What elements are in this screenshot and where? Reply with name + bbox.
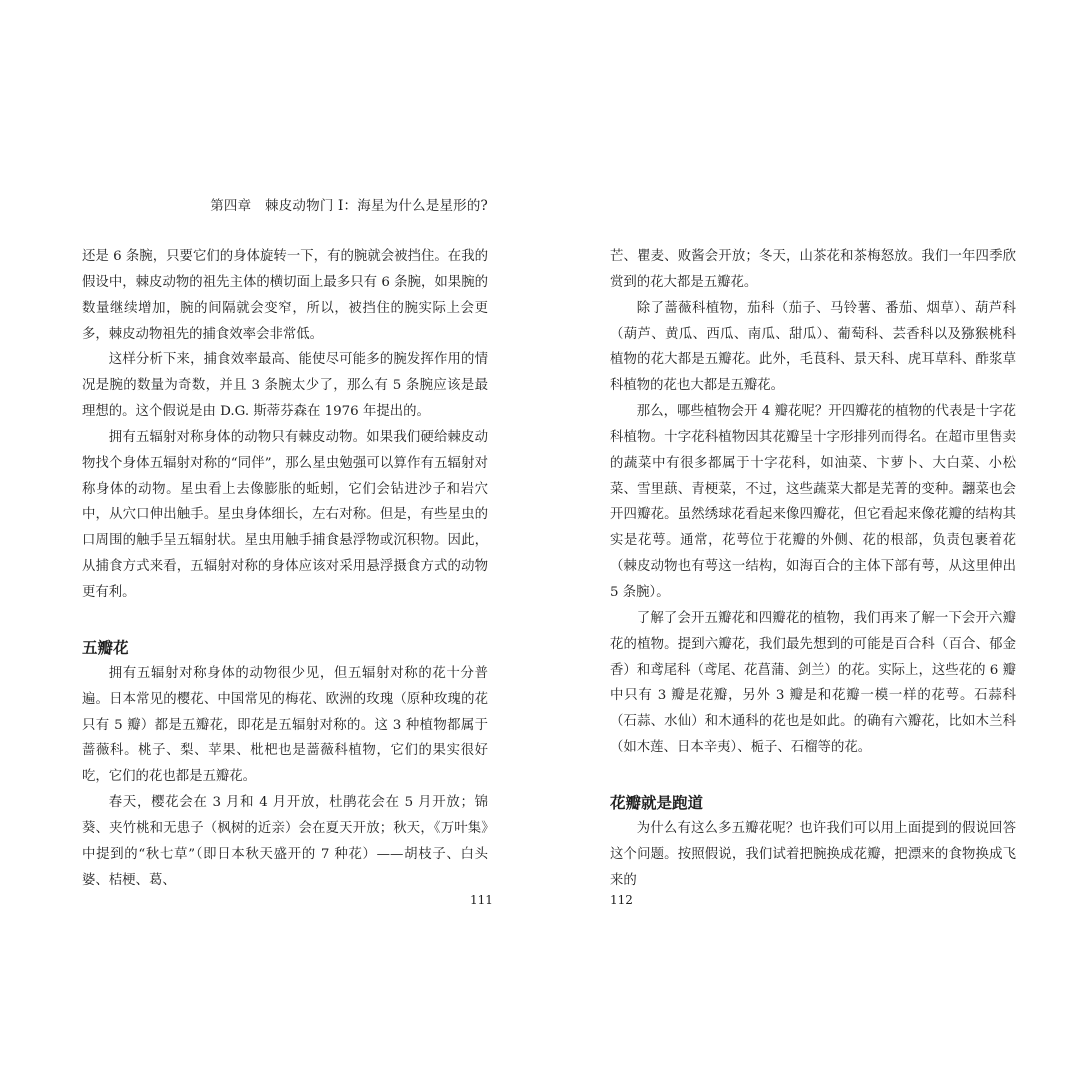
paragraph: 拥有五辐射对称身体的动物只有棘皮动物。如果我们硬给棘皮动物找个身体五辐射对称的“同伴”，那么星虫勉强可以算作有五辐射对称身体的动物。星虫看上去像膨胀的蚯蚓，它们会钻进沙子和岩穴中，从穴口伸出触手。星虫身体细长，左右对称。但是，有些星虫的口周围的触手呈五辐射状。星虫用触手捕食悬浮物或沉积物。因此，从捕食方式来看，五辐射对称的身体应该对采用悬浮摄食方式的动物更有利。 bbox=[82, 429, 488, 600]
paragraph-continuation: 还是 6 条腕，只要它们的身体旋转一下，有的腕就会被挡住。在我的假设中，棘皮动物的祖先主体的横切面上最多只有 6 条腕，如果腕的数量继续增加，腕的间隔就会变窄，所以，被挡住的腕实际上会更多，棘皮动物祖先的捕食效率会非常低。 bbox=[82, 249, 488, 342]
paragraph: 拥有五辐射对称身体的动物很少见，但五辐射对称的花十分普遍。日本常见的樱花、中国常见的梅花、欧洲的玫瑰（原种玫瑰的花只有 5 瓣）都是五瓣花，即花是五辐射对称的。这 3 种植物都属于蔷薇科。桃子、梨、苹果、枇杷也是蔷薇科植物，它们的果实很好吃，它们的花也都是五瓣花。 bbox=[82, 665, 488, 785]
paragraph: 为什么有这么多五瓣花呢？也许我们可以用上面提到的假说回答这个问题。按照假说，我们试着把腕换成花瓣，把漂来的食物换成飞来的 bbox=[610, 820, 1016, 888]
running-head: 第四章 棘皮动物门 I：海星为什么是星形的? bbox=[210, 198, 488, 214]
section-heading: 花瓣就是跑道 bbox=[610, 793, 704, 812]
paragraph: 了解了会开五瓣花和四瓣花的植物，我们再来了解一下会开六瓣花的植物。提到六瓣花，我们最先想到的可能是百合科（百合、郁金香）和鸢尾科（鸢尾、花菖蒲、剑兰）的花。实际上，这些花的 6 瓣中只有 3 瓣是花瓣，另外 3 瓣是和花瓣一模一样的花萼。石蒜科（石蒜、水仙）和木通科的花也是如此。的确有六瓣花，比如木兰科（如木莲、日本辛夷）、栀子、石榴等的花。 bbox=[610, 610, 1016, 756]
page-number-left: 111 bbox=[470, 893, 493, 907]
left-page-body bbox=[82, 244, 488, 893]
paragraph: 春天，樱花会在 3 月和 4 月开放，杜鹃花会在 5 月开放；锦葵、夹竹桃和无患子（枫树的近亲）会在夏天开放；秋天，《万叶集》中提到的“秋七草”（即日本秋天盛开的 7 种花）——胡枝子、白头婆、桔梗、葛、 bbox=[82, 795, 488, 888]
section-heading: 五瓣花 bbox=[82, 638, 129, 657]
paragraph: 这样分析下来，捕食效率最高、能使尽可能多的腕发挥作用的情况是腕的数量为奇数，并且 3 条腕太少了，那么有 5 条腕应该是最理想的。这个假说是由 D.G. 斯蒂芬森在 1976 年提出的。 bbox=[82, 352, 488, 420]
page-number-right: 112 bbox=[610, 893, 633, 907]
paragraph: 那么，哪些植物会开 4 瓣花呢？开四瓣花的植物的代表是十字花科植物。十字花科植物因其花瓣呈十字形排列而得名。在超市里售卖的蔬菜中有很多都属于十字花科，如油菜、卞萝卜、大白菜、小松菜、雪里蕻、青梗菜，不过，这些蔬菜大都是芜菁的变种。翿菜也会开四瓣花。虽然绣球花看起来像四瓣花，但它看起来像花瓣的结构其实是花萼。通常，花萼位于花瓣的外侧、花的根部，负责包裹着花（棘皮动物也有萼这一结构，如海百合的主体下部有萼，从这里伸出 5 条腕）。 bbox=[610, 404, 1016, 600]
paragraph: 除了蔷薇科植物，茄科（茄子、马铃薯、番茄、烟草）、葫芦科（葫芦、黄瓜、西瓜、南瓜、甜瓜）、葡萄科、芸香科以及猕猴桃科植物的花大都是五瓣花。此外，毛茛科、景天科、虎耳草科、酢浆草科植物的花也大都是五瓣花。 bbox=[610, 300, 1016, 394]
right-page-body bbox=[610, 244, 1016, 893]
paragraph-continuation: 芒、瞿麦、败酱会开放；冬天，山茶花和茶梅怒放。我们一年四季欣赏到的花大都是五瓣花。 bbox=[610, 249, 1016, 290]
